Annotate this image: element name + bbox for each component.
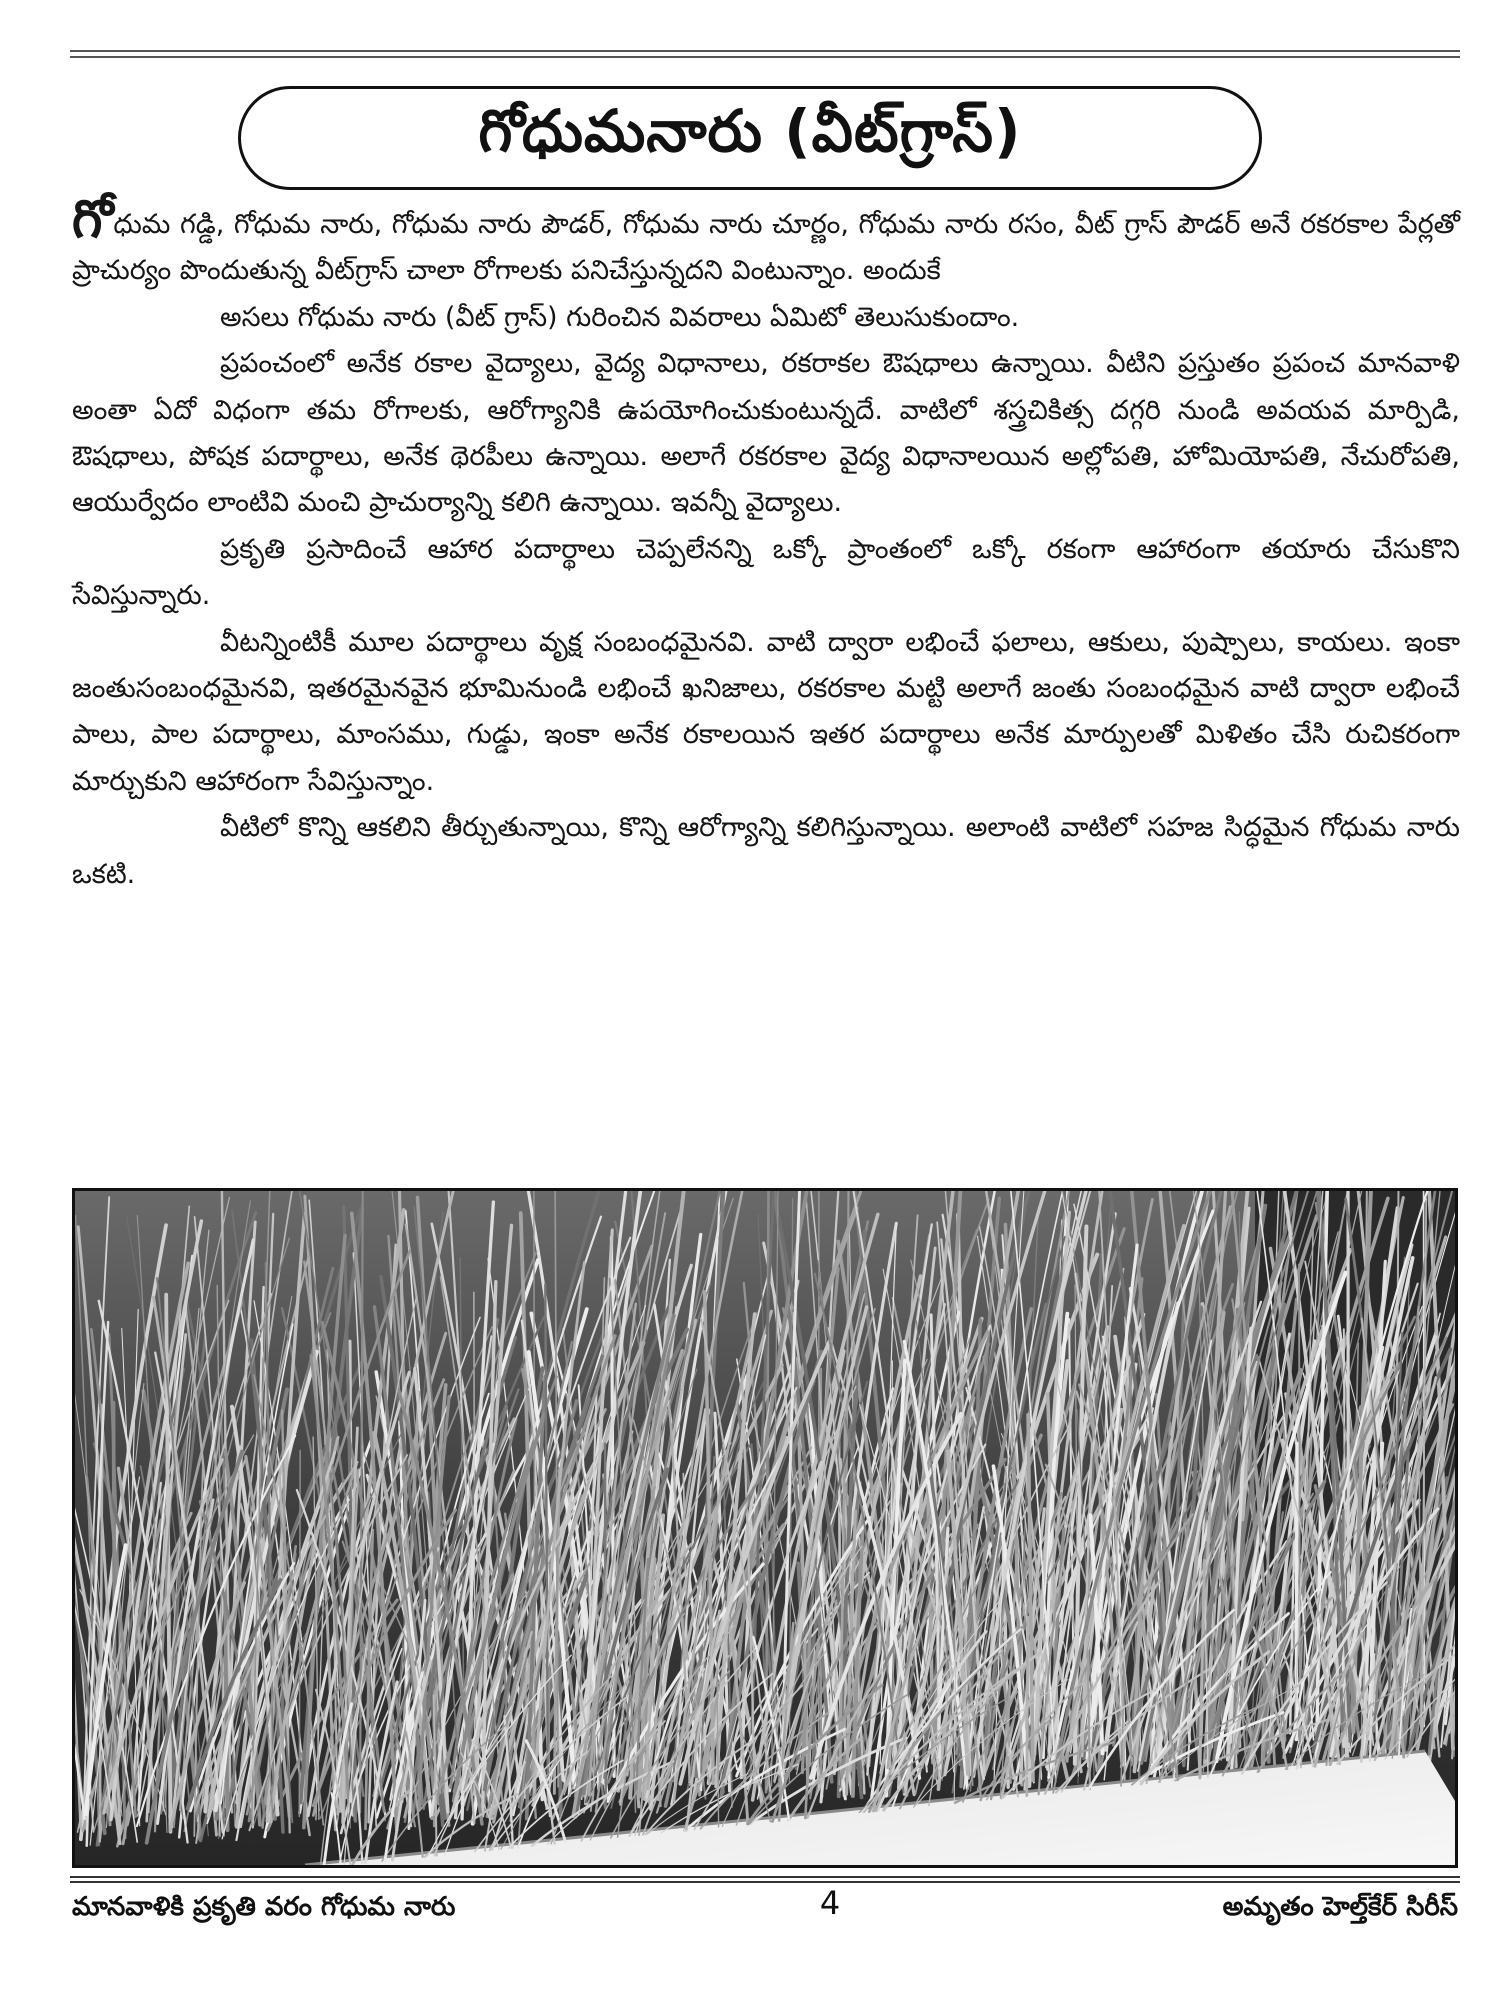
paragraph: వీటన్నింటికీ మూల పదార్థాలు వృక్ష సంబంధమైనవి. వాటి ద్వారా లభించే ఫలాలు, ఆకులు, పుష్పాలు, కాయలు. ఇంకా జంతుసంబంధమైనవి, ఇతరమైనవైన భూమినుండి లభించే ఖనిజాలు, రకరకాల మట్టి అలాగే జంతు సంబంధమైన వాటి ద్వారా లభించే పాలు, పాల పదార్థాలు, మాంసము, గుడ్డు, ఇంకా అనేక రకాలయిన ఇతర పదార్థాలు అనేక మార్పులతో మిళితం చేసి రుచికరంగా మార్చుకుని ఆహారంగా సేవిస్తున్నాం.: [72, 626, 1460, 797]
paragraph: ప్రకృతి ప్రసాదించే ఆహార పదార్థాలు చెప్పలేనన్ని ఒక్కో ప్రాంతంలో ఒక్కో రకంగా ఆహారంగా తయారు చేసుకొని సేవిస్తున్నారు.: [72, 533, 1460, 612]
footer-rule-top: [70, 1876, 1460, 1878]
paragraph: వీటిలో కొన్ని ఆకలిని తీర్చుతున్నాయి, కొన్ని ఆరోగ్యాన్ని కలిగిస్తున్నాయి. అలాంటి వాటిలో సహజ సిద్ధమైన గోధుమ నారు ఒకటి.: [72, 812, 1460, 890]
footer-series-name: అమృతం హెల్త్‌కేర్ సిరీస్: [1222, 1892, 1458, 1922]
paragraph: ప్రపంచంలో అనేక రకాల వైద్యాలు, వైద్య విధానాలు, రకరాకల ఔషధాలు ఉన్నాయి. వీటిని ప్రస్తుతం ప్రపంచ మానవాళి అంతా ఏదో విధంగా తమ రోగాలకు, ఆరోగ్యానికి ఉపయోగించుకుంటున్నదే. వాటిలో శస్త్రచికిత్స దగ్గరి నుండి అవయవ మార్పిడి, ఔషధాలు, పోషక పదార్థాలు, అనేక థెరపీలు ఉన్నాయి. అలాగే రకరకాల వైద్య విధానాలయిన అల్లోపతి, హోమియోపతి, నేచురోపతి, ఆయుర్వేదం లాంటివి మంచి ప్రాచుర్యాన్ని కలిగి ఉన్నాయి. ఇవన్నీ వైద్యాలు.: [72, 348, 1460, 519]
header-rule-bottom: [70, 56, 1460, 58]
page-title: గోధుమనారు (వీట్‌గ్రాస్): [478, 96, 1022, 165]
wheatgrass-photo: [72, 1188, 1458, 1868]
page-number: 4: [819, 1884, 841, 1922]
paragraph: అసలు గోధుమ నారు (వీట్ గ్రాస్) గురించిన వివరాలు ఏమిటో తెలుసుకుందాం.: [220, 301, 1020, 333]
footer-rule-bottom: [70, 1881, 1460, 1883]
intro-paragraph: [72, 190, 1460, 295]
wheatgrass-photo-illustration: [75, 1191, 1455, 1865]
title-banner: [238, 86, 1262, 190]
footer-book-title: మానవాళికి ప్రకృతి వరం గోధుమ నారు: [72, 1892, 456, 1922]
intro-text: ధుమ గడ్డి, గోధుమ నారు, గోధుమ నారు పౌడర్, గోధుమ నారు చూర్ణం, గోధుమ నారు రసం, వీట్ గ్రాస్ పౌడర్ అనే రకరకాల పేర్లతో ప్రాచుర్యం పొందుతున్న వీట్‌గ్రాస్ చాలా రోగాలకు పనిచేస్తున్నదని వింటున్నాం. అందుకే: [72, 209, 1460, 287]
article-body: [72, 190, 1460, 898]
header-rule-top: [70, 50, 1460, 52]
drop-cap: గో: [72, 190, 114, 250]
